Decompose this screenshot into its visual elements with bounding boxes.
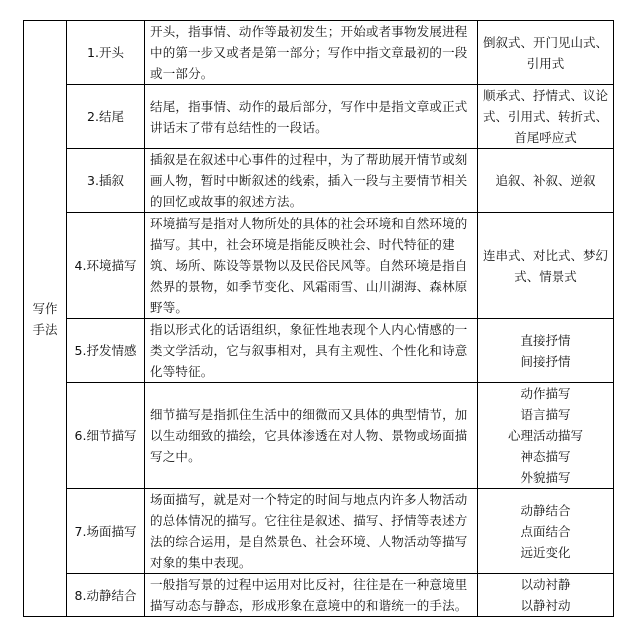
form-item: 心理活动描写 xyxy=(507,428,583,443)
form-item: 神态描写 xyxy=(520,449,571,464)
category-label-line1: 写作 xyxy=(32,300,58,316)
table-row xyxy=(24,383,614,489)
form-item: 动作描写 xyxy=(520,386,571,401)
technique-forms: 顺承式、抒情式、议论式、引用式、转折式、首尾呼应式 xyxy=(478,85,614,149)
table-row xyxy=(24,489,614,574)
technique-forms-list xyxy=(478,489,614,574)
technique-forms: 倒叙式、开门见山式、引用式 xyxy=(478,21,614,85)
technique-forms-list xyxy=(478,319,614,383)
technique-name: 4.环境描写 xyxy=(67,213,145,319)
technique-description: 环境描写是指对人物所处的具体的社会环境和自然环境的描写。其中，社会环境是指能反映社会、时代特征的建筑、场所、陈设等景物以及民俗民风等。自然环境是指自然界的景物，如季节变化、风霜雨雪、山川湖海、森林原野等。 xyxy=(145,213,478,319)
category-cell xyxy=(24,21,67,617)
technique-name: 7.场面描写 xyxy=(67,489,145,574)
table-row xyxy=(24,319,614,383)
table-row xyxy=(24,85,614,149)
form-item: 动静结合 xyxy=(520,502,571,518)
technique-description: 开头，指事情、动作等最初发生；开始或者事物发展进程中的第一步又或者是第一部分；写作中指文章最初的一段或一部分。 xyxy=(145,21,478,85)
form-item: 语言描写 xyxy=(520,407,571,422)
table-row xyxy=(24,21,614,85)
technique-forms: 追叙、补叙、逆叙 xyxy=(478,149,614,213)
form-item: 远近变化 xyxy=(520,544,571,560)
category-label-line2: 手法 xyxy=(32,321,58,337)
technique-name: 1.开头 xyxy=(67,21,145,85)
technique-description: 细节描写是指抓住生活中的细微而又具体的典型情节，加以生动细致的描绘，它具体渗透在对人物、景物或场面描写之中。 xyxy=(145,383,478,489)
form-item: 点面结合 xyxy=(520,523,571,539)
technique-forms-list xyxy=(478,574,614,617)
form-item: 以静衬动 xyxy=(520,598,571,613)
technique-name: 5.抒发情感 xyxy=(67,319,145,383)
form-item: 间接抒情 xyxy=(520,353,571,369)
writing-techniques-table xyxy=(23,20,614,617)
technique-name: 8.动静结合 xyxy=(67,574,145,617)
table-row xyxy=(24,574,614,617)
technique-description: 结尾，指事情、动作的最后部分，写作中是指文章或正式讲话末了带有总结性的一段话。 xyxy=(145,85,478,149)
technique-description: 场面描写，就是对一个特定的时间与地点内许多人物活动的总体情况的描写。它往往是叙述、描写、抒情等表述方法的综合运用，是自然景色、社会环境、人物活动等描写对象的集中表现。 xyxy=(145,489,478,574)
form-item: 外貌描写 xyxy=(520,470,571,485)
technique-forms-list xyxy=(478,383,614,489)
technique-description: 指以形式化的话语组织，象征性地表现个人内心情感的一类文学活动，它与叙事相对，具有主观性、个性化和诗意化等特征。 xyxy=(145,319,478,383)
technique-forms: 连串式、对比式、梦幻式、情景式 xyxy=(478,213,614,319)
table-row xyxy=(24,149,614,213)
technique-description: 插叙是在叙述中心事件的过程中，为了帮助展开情节或刻画人物，暂时中断叙述的线索，插入一段与主要情节相关的回忆或故事的叙述方法。 xyxy=(145,149,478,213)
technique-name: 2.结尾 xyxy=(67,85,145,149)
form-item: 以动衬静 xyxy=(520,577,571,592)
technique-name: 6.细节描写 xyxy=(67,383,145,489)
technique-description: 一般指写景的过程中运用对比反衬，往往是在一种意境里描写动态与静态，形成形象在意境中的和谐统一的手法。 xyxy=(145,574,478,617)
form-item: 直接抒情 xyxy=(520,332,571,348)
table-row xyxy=(24,213,614,319)
technique-name: 3.插叙 xyxy=(67,149,145,213)
